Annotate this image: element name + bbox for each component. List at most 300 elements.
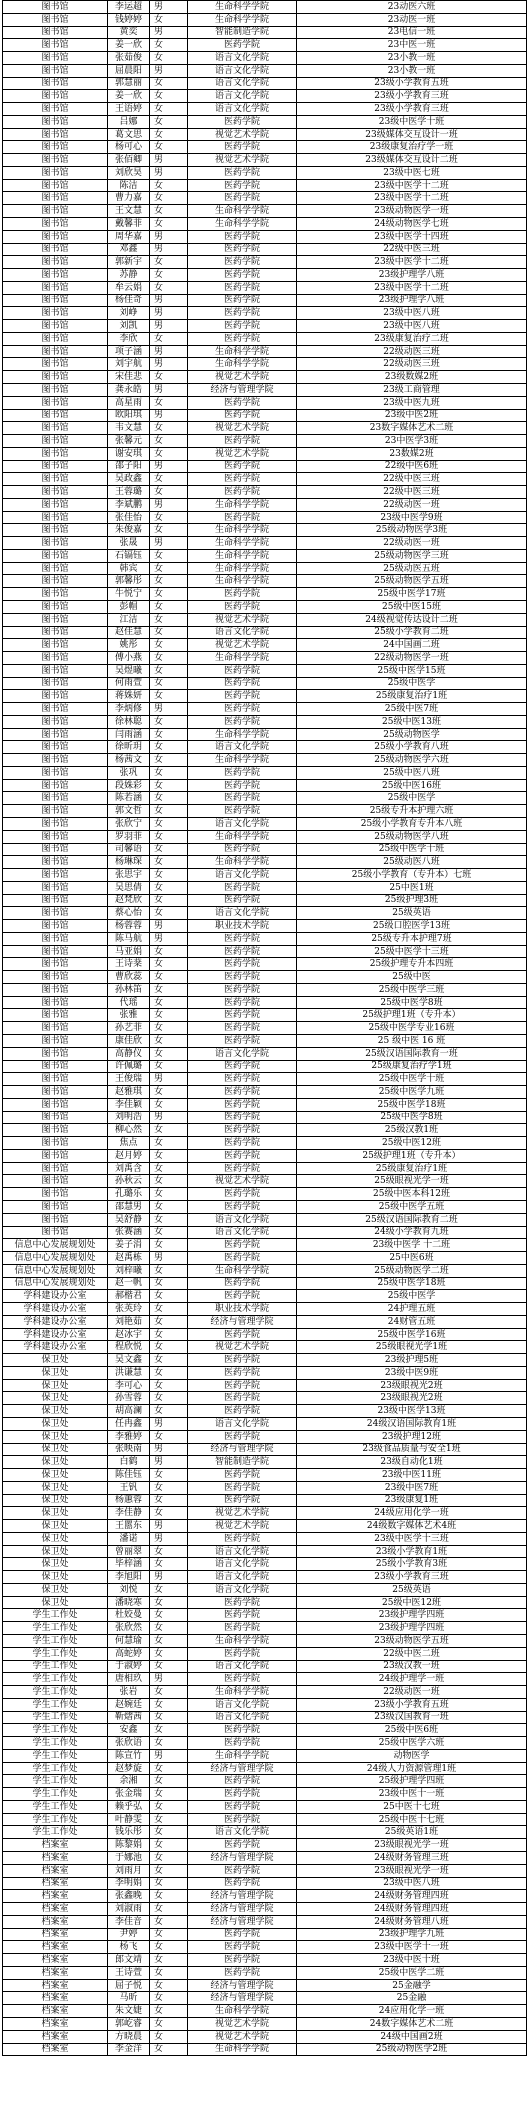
table-row (3, 1086, 527, 1099)
college-cell: 医药学院 (188, 1328, 297, 1341)
department-cell: 学生工作处 (3, 1826, 108, 1839)
department-cell: 图书馆 (3, 1009, 108, 1022)
gender-cell: 女 (150, 1277, 188, 1290)
department-cell: 图书馆 (3, 383, 108, 396)
name-cell: 赵梦旋 (108, 1762, 150, 1775)
department-cell: 图书馆 (3, 179, 108, 192)
gender-cell: 女 (150, 1979, 188, 1992)
department-cell: 图书馆 (3, 1, 108, 14)
name-cell: 李欣 (108, 332, 150, 345)
gender-cell: 女 (150, 1303, 188, 1316)
class-cell: 23级康复1班 (297, 1494, 527, 1507)
gender-cell: 男 (150, 294, 188, 307)
class-cell: 23级中医2班 (297, 409, 527, 422)
gender-cell: 女 (150, 486, 188, 499)
department-cell: 图书馆 (3, 230, 108, 243)
name-cell: 赵冰宇 (108, 1328, 150, 1341)
name-cell: 赵雅琪 (108, 1086, 150, 1099)
gender-cell: 女 (150, 1341, 188, 1354)
gender-cell: 女 (150, 983, 188, 996)
class-cell: 24应用化学一班 (297, 2005, 527, 2018)
table-row (3, 1200, 527, 1213)
name-cell: 潘晓寒 (108, 1596, 150, 1609)
department-cell: 档案室 (3, 1966, 108, 1979)
department-cell: 图书馆 (3, 26, 108, 39)
name-cell: 刘明浩 (108, 1111, 150, 1124)
name-cell: 朱俊嘉 (108, 524, 150, 537)
college-cell: 生命科学学院 (188, 2043, 297, 2056)
college-cell: 语言文化学院 (188, 1711, 297, 1724)
gender-cell: 男 (150, 1417, 188, 1430)
table-row (3, 1098, 527, 1111)
class-cell: 25级中医学8班 (297, 1111, 527, 1124)
class-cell: 25级小学教育二班 (297, 626, 527, 639)
gender-cell: 女 (150, 39, 188, 52)
name-cell: 刘宇航 (108, 358, 150, 371)
college-cell: 经济与管理学院 (188, 1979, 297, 1992)
class-cell: 23中医学3班 (297, 435, 527, 448)
college-cell: 医药学院 (188, 1035, 297, 1048)
gender-cell: 女 (150, 2017, 188, 2030)
table-row (3, 1341, 527, 1354)
class-cell: 23级护理5班 (297, 1354, 527, 1367)
name-cell: 郭屹睿 (108, 2017, 150, 2030)
name-cell: 孙秋云 (108, 1175, 150, 1188)
department-cell: 图书馆 (3, 332, 108, 345)
college-cell: 医药学院 (188, 1966, 297, 1979)
department-cell: 档案室 (3, 1915, 108, 1928)
gender-cell: 女 (150, 1022, 188, 1035)
college-cell: 视觉艺术学院 (188, 422, 297, 435)
college-cell: 医药学院 (188, 1877, 297, 1890)
gender-cell: 女 (150, 52, 188, 65)
department-cell: 信息中心发展规划处 (3, 1252, 108, 1265)
college-cell: 智能制造学院 (188, 1456, 297, 1469)
table-row (3, 869, 527, 882)
college-cell: 医药学院 (188, 141, 297, 154)
college-cell: 生命科学学院 (188, 524, 297, 537)
gender-cell: 女 (150, 1698, 188, 1711)
gender-cell: 男 (150, 460, 188, 473)
table-row (3, 1443, 527, 1456)
name-cell: 欧阳琪 (108, 409, 150, 422)
gender-cell: 女 (150, 690, 188, 703)
gender-cell: 男 (150, 166, 188, 179)
table-row (3, 1609, 527, 1622)
department-cell: 图书馆 (3, 103, 108, 116)
college-cell: 视觉艺术学院 (188, 1507, 297, 1520)
name-cell: 王俊瑞 (108, 1073, 150, 1086)
college-cell: 医药学院 (188, 307, 297, 320)
table-row (3, 358, 527, 371)
college-cell: 生命科学学院 (188, 2005, 297, 2018)
department-cell: 保卫处 (3, 1443, 108, 1456)
college-cell: 医药学院 (188, 600, 297, 613)
college-cell: 医药学院 (188, 230, 297, 243)
college-cell: 医药学院 (188, 1596, 297, 1609)
department-cell: 学科建设办公室 (3, 1290, 108, 1303)
table-row (3, 1494, 527, 1507)
class-cell: 25级护理1班（专升本） (297, 1009, 527, 1022)
gender-cell: 男 (150, 320, 188, 333)
college-cell: 医药学院 (188, 115, 297, 128)
gender-cell: 女 (150, 128, 188, 141)
name-cell: 徐昕玥 (108, 741, 150, 754)
college-cell: 医药学院 (188, 945, 297, 958)
gender-cell: 女 (150, 728, 188, 741)
college-cell: 语言文化学院 (188, 1826, 297, 1839)
class-cell: 25金融 (297, 1992, 527, 2005)
class-cell: 23级中医学十四班 (297, 230, 527, 243)
class-cell: 25级动物医学五班 (297, 575, 527, 588)
college-cell: 医药学院 (188, 1354, 297, 1367)
college-cell: 医药学院 (188, 1277, 297, 1290)
department-cell: 图书馆 (3, 396, 108, 409)
table-row (3, 2017, 527, 2030)
name-cell: 张雅 (108, 1009, 150, 1022)
class-cell: 25级中医7班 (297, 703, 527, 716)
table-row (3, 856, 527, 869)
department-cell: 保卫处 (3, 1520, 108, 1533)
college-cell: 医药学院 (188, 473, 297, 486)
department-cell: 图书馆 (3, 256, 108, 269)
college-cell: 语言文化学院 (188, 1558, 297, 1571)
college-cell: 医药学院 (188, 1724, 297, 1737)
college-cell: 医药学院 (188, 1775, 297, 1788)
gender-cell: 女 (150, 677, 188, 690)
name-cell: 刘淑雨 (108, 1903, 150, 1916)
department-cell: 图书馆 (3, 166, 108, 179)
gender-cell: 女 (150, 613, 188, 626)
class-cell: 25级汉语国际教育一班 (297, 1047, 527, 1060)
department-cell: 图书馆 (3, 549, 108, 562)
name-cell: 吴政鑫 (108, 473, 150, 486)
table-row (3, 1417, 527, 1430)
table-row (3, 1583, 527, 1596)
college-cell: 语言文化学院 (188, 103, 297, 116)
gender-cell: 女 (150, 192, 188, 205)
department-cell: 图书馆 (3, 524, 108, 537)
name-cell: 杨茜文 (108, 754, 150, 767)
name-cell: 蔡心怡 (108, 907, 150, 920)
department-cell: 档案室 (3, 1979, 108, 1992)
department-cell: 图书馆 (3, 294, 108, 307)
department-cell: 图书馆 (3, 1175, 108, 1188)
name-cell: 靳熠茜 (108, 1711, 150, 1724)
college-cell: 生命科学学院 (188, 856, 297, 869)
gender-cell: 女 (150, 1405, 188, 1418)
college-cell: 医药学院 (188, 1022, 297, 1035)
name-cell: 何慧瑜 (108, 1635, 150, 1648)
gender-cell: 女 (150, 1864, 188, 1877)
name-cell: 郝楷君 (108, 1290, 150, 1303)
name-cell: 李炳修 (108, 703, 150, 716)
name-cell: 何雨萱 (108, 677, 150, 690)
gender-cell: 女 (150, 652, 188, 665)
college-cell: 医药学院 (188, 409, 297, 422)
class-cell: 23动医一班 (297, 13, 527, 26)
class-cell: 25级中医12班 (297, 1596, 527, 1609)
department-cell: 图书馆 (3, 358, 108, 371)
table-row (3, 1009, 527, 1022)
class-cell: 24级应用化学一班 (297, 1507, 527, 1520)
college-cell: 医药学院 (188, 1200, 297, 1213)
college-cell: 医药学院 (188, 256, 297, 269)
department-cell: 档案室 (3, 2043, 108, 2056)
name-cell: 张茹俊 (108, 52, 150, 65)
gender-cell: 女 (150, 1545, 188, 1558)
gender-cell: 女 (150, 1966, 188, 1979)
college-cell: 医药学院 (188, 1737, 297, 1750)
college-cell: 经济与管理学院 (188, 1890, 297, 1903)
department-cell: 保卫处 (3, 1507, 108, 1520)
gender-cell: 女 (150, 218, 188, 231)
class-cell: 23级汉教一班 (297, 1660, 527, 1673)
gender-cell: 女 (150, 549, 188, 562)
table-row (3, 1928, 527, 1941)
department-cell: 图书馆 (3, 600, 108, 613)
department-cell: 图书馆 (3, 1086, 108, 1099)
class-cell: 25金融学 (297, 1979, 527, 1992)
table-row (3, 396, 527, 409)
class-cell: 25级中医学五班 (297, 1200, 527, 1213)
gender-cell: 女 (150, 856, 188, 869)
table-row (3, 320, 527, 333)
college-cell: 医药学院 (188, 39, 297, 52)
table-row (3, 422, 527, 435)
college-cell: 医药学院 (188, 677, 297, 690)
table-row (3, 907, 527, 920)
college-cell: 医药学院 (188, 1839, 297, 1852)
name-cell: 吴煜曦 (108, 664, 150, 677)
gender-cell: 女 (150, 447, 188, 460)
class-cell: 25级中医学8班 (297, 996, 527, 1009)
college-cell: 医药学院 (188, 1188, 297, 1201)
department-cell: 保卫处 (3, 1417, 108, 1430)
department-cell: 图书馆 (3, 971, 108, 984)
name-cell: 朱文婕 (108, 2005, 150, 2018)
gender-cell: 女 (150, 869, 188, 882)
college-cell: 生命科学学院 (188, 205, 297, 218)
name-cell: 吴思倩 (108, 881, 150, 894)
college-cell: 语言文化学院 (188, 1571, 297, 1584)
gender-cell: 女 (150, 1826, 188, 1839)
class-cell: 25级动医五班 (297, 562, 527, 575)
class-cell: 22级动医一班 (297, 498, 527, 511)
class-cell: 25级中医学 (297, 677, 527, 690)
department-cell: 图书馆 (3, 1149, 108, 1162)
name-cell: 罗羽菲 (108, 830, 150, 843)
college-cell: 医药学院 (188, 894, 297, 907)
department-cell: 图书馆 (3, 920, 108, 933)
gender-cell: 女 (150, 1890, 188, 1903)
department-cell: 图书馆 (3, 422, 108, 435)
department-cell: 保卫处 (3, 1366, 108, 1379)
department-cell: 档案室 (3, 1992, 108, 2005)
name-cell: 杨佳奇 (108, 294, 150, 307)
table-row (3, 690, 527, 703)
table-row (3, 1405, 527, 1418)
class-cell: 24中国画二班 (297, 639, 527, 652)
name-cell: 张佰卿 (108, 154, 150, 167)
name-cell: 毕梓涵 (108, 1558, 150, 1571)
class-cell: 22级中医三班 (297, 473, 527, 486)
name-cell: 龚永皓 (108, 383, 150, 396)
table-row (3, 218, 527, 231)
table-row (3, 281, 527, 294)
name-cell: 刘梓曦 (108, 1264, 150, 1277)
table-row (3, 779, 527, 792)
gender-cell: 男 (150, 1111, 188, 1124)
class-cell: 25级动物医学八班 (297, 830, 527, 843)
table-row (3, 1788, 527, 1801)
department-cell: 图书馆 (3, 141, 108, 154)
gender-cell: 女 (150, 524, 188, 537)
name-cell: 姜一欣 (108, 90, 150, 103)
college-cell: 生命科学学院 (188, 498, 297, 511)
table-row (3, 1379, 527, 1392)
name-cell: 高蛇婷 (108, 1647, 150, 1660)
name-cell: 曾丽翠 (108, 1545, 150, 1558)
gender-cell: 女 (150, 1060, 188, 1073)
gender-cell: 女 (150, 1877, 188, 1890)
name-cell: 蒋姝妍 (108, 690, 150, 703)
name-cell: 王诗萱 (108, 1966, 150, 1979)
table-row (3, 1903, 527, 1916)
table-row (3, 958, 527, 971)
class-cell: 23级动物医学一班 (297, 205, 527, 218)
department-cell: 图书馆 (3, 307, 108, 320)
gender-cell: 女 (150, 779, 188, 792)
table-row (3, 728, 527, 741)
name-cell: 任冉鑫 (108, 1417, 150, 1430)
name-cell: 钱乐彤 (108, 1826, 150, 1839)
gender-cell: 女 (150, 588, 188, 601)
college-cell: 语言文化学院 (188, 626, 297, 639)
department-cell: 图书馆 (3, 1226, 108, 1239)
department-cell: 保卫处 (3, 1583, 108, 1596)
name-cell: 杨可心 (108, 141, 150, 154)
college-cell: 语言文化学院 (188, 1226, 297, 1239)
class-cell: 23电信一班 (297, 26, 527, 39)
gender-cell: 男 (150, 498, 188, 511)
gender-cell: 女 (150, 1737, 188, 1750)
table-row (3, 1354, 527, 1367)
department-cell: 学生工作处 (3, 1724, 108, 1737)
department-cell: 图书馆 (3, 907, 108, 920)
table-row (3, 1111, 527, 1124)
gender-cell: 女 (150, 1188, 188, 1201)
table-row (3, 39, 527, 52)
department-cell: 图书馆 (3, 1213, 108, 1226)
name-cell: 闫雨涵 (108, 728, 150, 741)
college-cell: 医药学院 (188, 281, 297, 294)
class-cell: 23级小学教育五班 (297, 1698, 527, 1711)
college-cell: 医药学院 (188, 460, 297, 473)
department-cell: 保卫处 (3, 1545, 108, 1558)
gender-cell: 女 (150, 1852, 188, 1865)
department-cell: 学科建设办公室 (3, 1315, 108, 1328)
college-cell: 医药学院 (188, 1430, 297, 1443)
table-row (3, 1239, 527, 1252)
gender-cell: 女 (150, 1315, 188, 1328)
table-row (3, 460, 527, 473)
name-cell: 赵梵欣 (108, 894, 150, 907)
name-cell: 刘悦 (108, 1583, 150, 1596)
college-cell: 医药学院 (188, 1239, 297, 1252)
college-cell: 经济与管理学院 (188, 1443, 297, 1456)
gender-cell: 女 (150, 907, 188, 920)
college-cell: 生命科学学院 (188, 549, 297, 562)
class-cell: 24级护理学一班 (297, 1673, 527, 1686)
department-cell: 保卫处 (3, 1469, 108, 1482)
class-cell: 25级小学教育（专升本）七班 (297, 869, 527, 882)
gender-cell: 女 (150, 473, 188, 486)
department-cell: 档案室 (3, 1903, 108, 1916)
table-row (3, 703, 527, 716)
table-row (3, 307, 527, 320)
class-cell: 动物医学 (297, 1749, 527, 1762)
department-cell: 学生工作处 (3, 1737, 108, 1750)
department-cell: 图书馆 (3, 39, 108, 52)
department-cell: 图书馆 (3, 932, 108, 945)
gender-cell: 女 (150, 1162, 188, 1175)
class-cell: 22级动物医学一班 (297, 652, 527, 665)
table-row (3, 141, 527, 154)
gender-cell: 女 (150, 1609, 188, 1622)
gender-cell: 女 (150, 1558, 188, 1571)
class-cell: 24级财务管理四班 (297, 1903, 527, 1916)
table-row (3, 1481, 527, 1494)
gender-cell: 女 (150, 1494, 188, 1507)
class-cell: 23数媒2班 (297, 447, 527, 460)
name-cell: 李佳静 (108, 1507, 150, 1520)
college-cell: 医药学院 (188, 843, 297, 856)
class-cell: 23级中医11班 (297, 1469, 527, 1482)
table-row (3, 1673, 527, 1686)
class-cell: 23级眼视光学一班 (297, 1839, 527, 1852)
class-cell: 23级中医八班 (297, 320, 527, 333)
college-cell: 生命科学学院 (188, 1749, 297, 1762)
name-cell: 陈马航 (108, 932, 150, 945)
gender-cell: 女 (150, 843, 188, 856)
class-cell: 23级自动化1班 (297, 1456, 527, 1469)
class-cell: 25级中医学专业16班 (297, 1022, 527, 1035)
table-row (3, 511, 527, 524)
table-row (3, 13, 527, 26)
department-cell: 学生工作处 (3, 1762, 108, 1775)
gender-cell: 男 (150, 243, 188, 256)
department-cell: 图书馆 (3, 1111, 108, 1124)
name-cell: 郭新宇 (108, 256, 150, 269)
gender-cell: 女 (150, 422, 188, 435)
college-cell: 经济与管理学院 (188, 1903, 297, 1916)
gender-cell: 女 (150, 1686, 188, 1699)
college-cell: 职业技术学院 (188, 920, 297, 933)
class-cell: 23级中医学 十二班 (297, 1239, 527, 1252)
name-cell: 李旭阳 (108, 1571, 150, 1584)
college-cell: 语言文化学院 (188, 741, 297, 754)
gender-cell: 男 (150, 932, 188, 945)
gender-cell: 女 (150, 626, 188, 639)
gender-cell: 女 (150, 741, 188, 754)
college-cell: 医药学院 (188, 1009, 297, 1022)
department-cell: 信息中心发展规划处 (3, 1277, 108, 1290)
gender-cell: 女 (150, 332, 188, 345)
department-cell: 图书馆 (3, 715, 108, 728)
college-cell: 医药学院 (188, 703, 297, 716)
gender-cell: 女 (150, 664, 188, 677)
